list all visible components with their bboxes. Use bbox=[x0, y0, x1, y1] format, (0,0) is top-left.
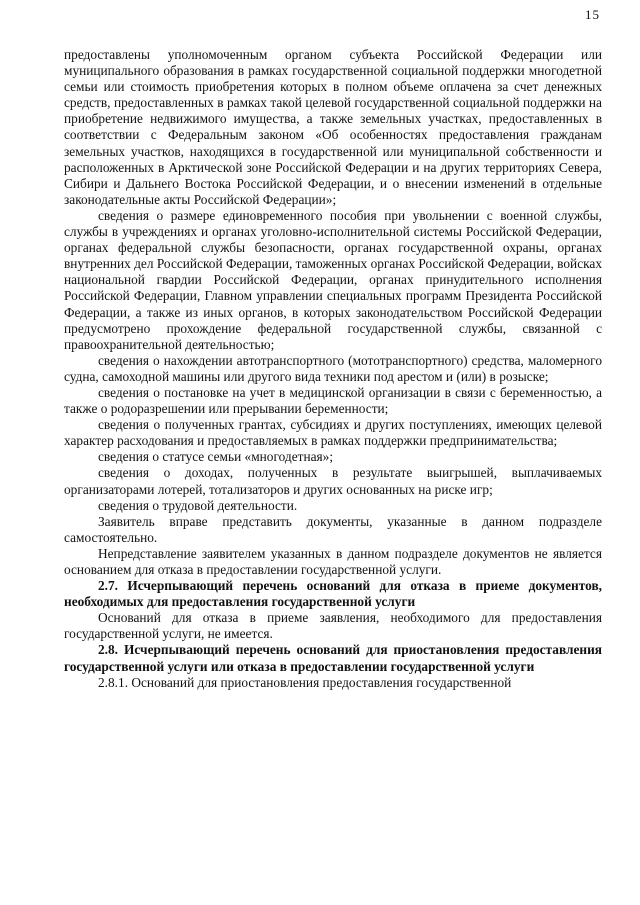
section-2-8-1-number: 2.8.1. bbox=[98, 674, 129, 690]
paragraph-large-family-status: сведения о статусе семьи «многодетная»; bbox=[98, 449, 334, 465]
paragraph-lottery-income: сведения о доходах, полученных в результате выигрышей, выплачиваемых организаторами лотерей, тотализаторов и других основанных на риске игр; bbox=[64, 465, 602, 497]
section-2-7-body: Оснований для отказа в приеме заявления, необходимого для предоставления государственной услуги, не имеется. bbox=[64, 610, 602, 642]
section-2-8-1-paragraph bbox=[64, 675, 602, 691]
section-2-8-1-text: Оснований для приостановления предоставления государственной bbox=[131, 674, 512, 690]
paragraph-pregnancy-registration: сведения о постановке на учет в медицинской организации в связи с беременностью, а также о родоразрешении или прерывании беременности; bbox=[64, 384, 602, 417]
paragraph-applicant-right: Заявитель вправе представить документы, указанные в данном подразделе самостоятельно. bbox=[64, 513, 602, 545]
paragraph-vehicle-arrest: сведения о нахождении автотранспортного (мототранспортного) средства, маломерного судна, самоходной машины или другого вида техники под арестом и (или) в розыске; bbox=[64, 352, 602, 384]
page-number: 15 bbox=[585, 7, 600, 22]
section-2-8-heading: 2.8. Исчерпывающий перечень оснований для приостановления предоставления государственной услуги или отказа в предоставлении государственной услуги bbox=[64, 642, 602, 674]
document-body bbox=[64, 47, 602, 691]
paragraph-continuation: предоставлены уполномоченным органом субъекта Российской Федерации или муниципального образования в рамках государственной социальной поддержки многодетной семьи или стоимость приобретения которых в полном объеме оплачена за счет денежных средств, предоставленных в рамках такой целевой государственной социальной поддержки на приобретение недвижимого имущества, а также земельных участках, предоставленных в соответствии с Федеральным законом «Об особенностях предоставления гражданам земельных участков, находящихся в государственной или муниципальной собственности и расположенных в Арктической зоне Российской Федерации и на других территориях Севера, Сибири и Дальнего Востока Российской Федерации, и о внесении изменений в отдельные законодательные акты Российской Федерации»; bbox=[64, 47, 602, 207]
paragraph-grants-subsidies: сведения о полученных грантах, субсидиях и других поступлениях, имеющих целевой характер расходования и предоставляемых в рамках поддержки предпринимательства; bbox=[64, 417, 602, 449]
section-2-7-heading: 2.7. Исчерпывающий перечень оснований для отказа в приеме документов, необходимых для предоставления государственной услуги bbox=[64, 578, 602, 610]
paragraph-labor-activity: сведения о трудовой деятельности. bbox=[98, 497, 298, 513]
paragraph-severance-allowance: сведения о размере единовременного пособия при увольнении с военной службы, службы в учреждениях и органах уголовно-исполнительной системы Российской Федерации, органах федеральной службы безопасности, органах государственной охраны, органах внутренних дел Российской Федерации, таможенных органах Российской Федерации, войсках национальной гвардии Российской Федерации, органах принудительного исполнения Российской Федерации, Главном управлении специальных программ Президента Российской Федерации, а также из иных органов, в которых законодательством Российской Федерации предусмотрено прохождение федеральной государственной службы, связанной с правоохранительной деятельностью; bbox=[64, 207, 602, 352]
paragraph-non-submission: Непредставление заявителем указанных в данном подразделе документов не является основанием для отказа в предоставлении государственной услуги. bbox=[64, 545, 602, 577]
